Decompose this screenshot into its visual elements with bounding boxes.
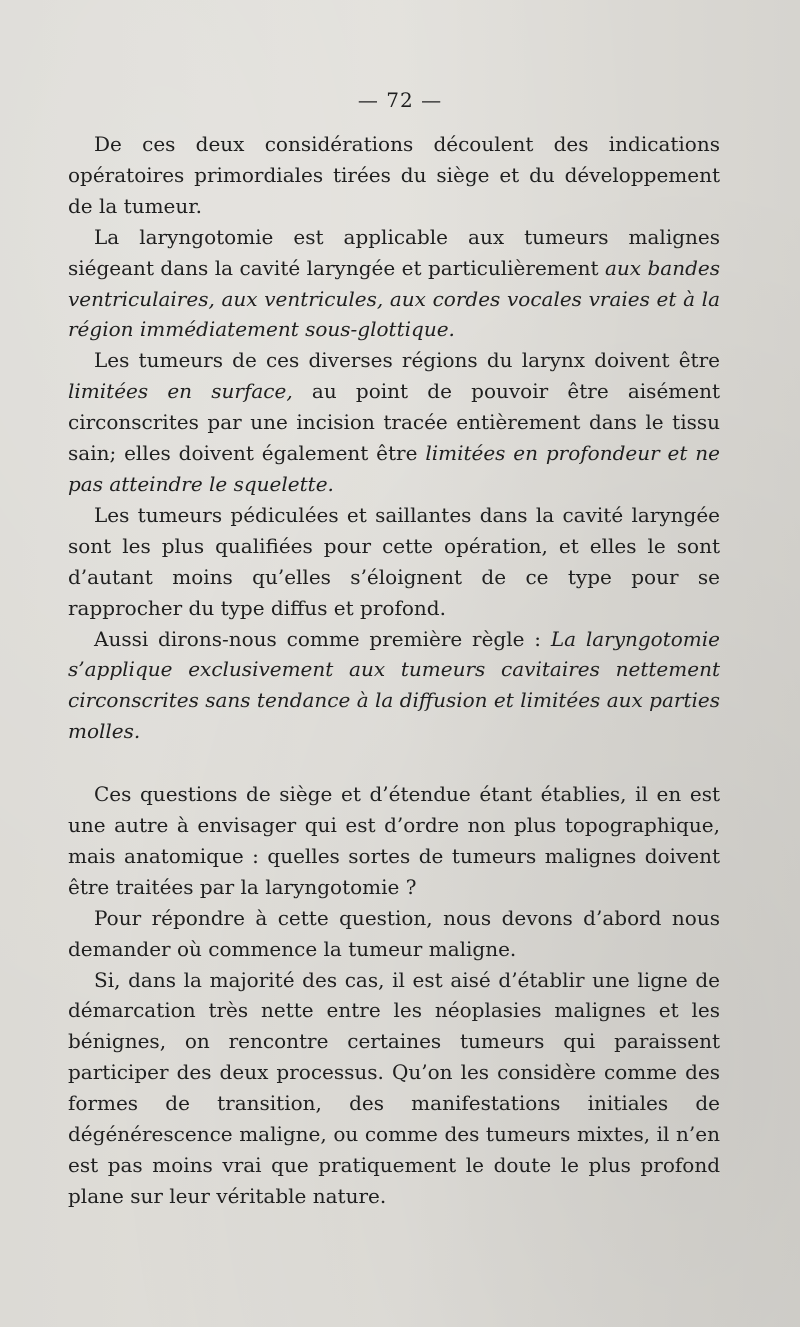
italic-text-run: La laryngotomie s’applique exclusivement aux tumeurs cavitaires nettement circonscrites sans tendance à la diffusion et limitées aux parties molles. [68,626,720,744]
paragraph [68,345,720,500]
text-run: Les tumeurs de ces diverses régions du larynx doivent être [94,348,720,373]
section-break [68,747,720,779]
paragraph [68,624,720,748]
italic-text-run: limitées en profondeur et ne pas atteindre le squelette. [68,441,720,496]
paragraph [68,965,720,1212]
paragraph [68,222,720,346]
text-run: De ces deux considérations découlent des indications opératoires primordiales tirées du siège et du développement de la tumeur. [68,132,720,218]
paragraph [68,129,720,222]
text-run: Pour répondre à cette question, nous devons d’abord nous demander où commence la tumeur maligne. [68,905,720,961]
italic-text-run: aux bandes ventriculaires, aux ventricules, aux cordes vocales vraies et à la région immédiatement sous-glottique. [68,255,720,342]
text-run: au point de pouvoir être aisément circonscrites par une incision tracée entièrement dans le tissu sain; elles doivent également être [68,379,720,466]
page-number: — 72 — [357,88,443,112]
text-run: Si, dans la majorité des cas, il est aisé d’établir une ligne de démarcation très nette entre les néoplasies malignes et les bénignes, on rencontre certaines tumeurs qui paraissent participer des deux processus. Qu’on les considère comme des formes de transition, des manifestations initiales de dégénérescence maligne, ou comme des tumeurs mixtes, il n’en est pas moins vrai que pratiquement le doute le plus profond plane sur leur véritable nature. [68,967,720,1208]
paragraph [68,500,720,624]
text-run: Aussi dirons-nous comme première règle : [94,626,551,651]
text-run: Les tumeurs pédiculées et saillantes dans la cavité laryngée sont les plus qualifiées pour cette opération, et elles le sont d’autant moins qu’elles s’éloignent de ce type pour se rapprocher du type diffus et profond. [68,502,720,620]
body-text [68,129,720,1212]
paragraph [68,779,720,903]
text-run: La laryngotomie est applicable aux tumeurs malignes siégeant dans la cavité laryngée et particulièrement [68,224,720,280]
italic-text-run: limitées en surface, [68,379,293,404]
paragraph [68,903,720,965]
text-run: Ces questions de siège et d’étendue étant établies, il en est une autre à envisager qui est d’ordre non plus topographique, mais anatomique : quelles sortes de tumeurs malignes doivent être traitées par la laryngotomie ? [68,782,720,899]
